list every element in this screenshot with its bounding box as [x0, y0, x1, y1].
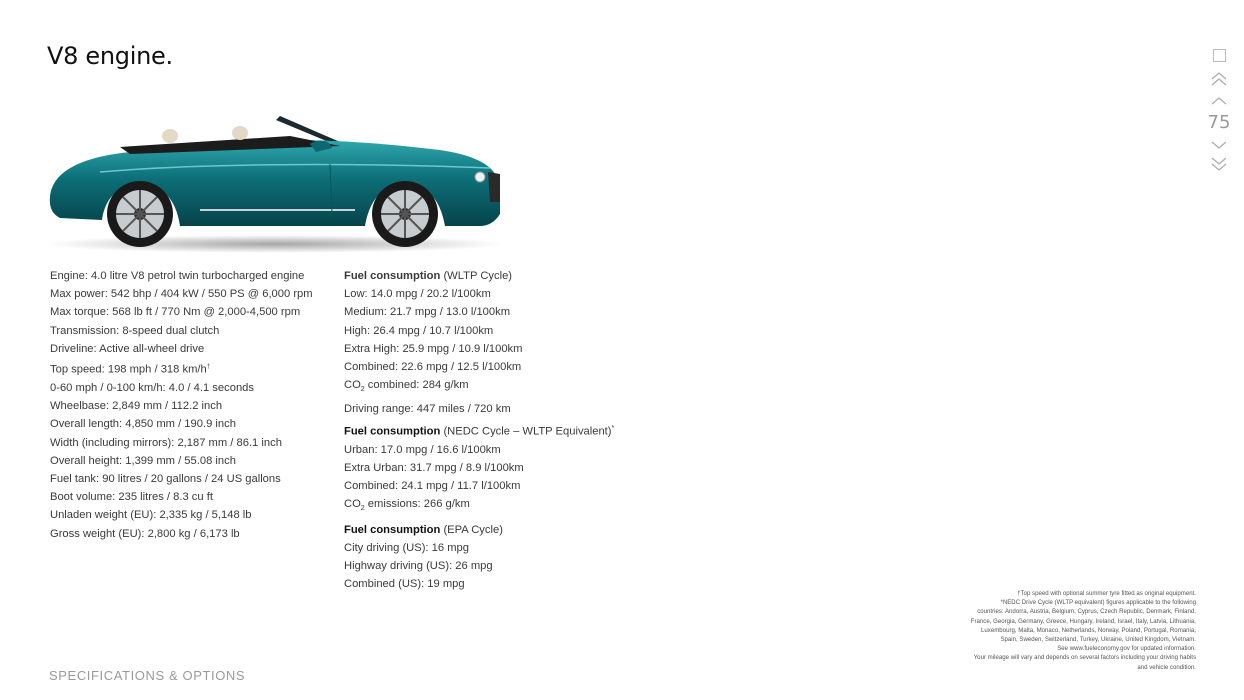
nedc-extra-urban: Extra Urban: 31.7 mpg / 8.9 l/100km: [344, 462, 524, 474]
wltp-co2-value: combined: 284 g/km: [364, 379, 469, 392]
footnote-line: Spain, Sweden, Switzerland, Turkey, Ukraine, United Kingdom, Vietnam.: [1000, 636, 1196, 644]
double-chevron-up-icon[interactable]: [1210, 72, 1228, 86]
epa-cycle: (EPA Cycle): [443, 523, 503, 536]
spec-wheelbase: Wheelbase: 2,849 mm / 112.2 inch: [50, 400, 223, 413]
spec-driveline: Driveline: Active all-wheel drive: [50, 342, 205, 355]
page-number: 75: [1207, 112, 1231, 133]
epa-combined: Combined (US): 19 mpg: [344, 578, 465, 591]
spec-width: Width (including mirrors): 2,187 mm / 86.1 inch: [50, 436, 282, 449]
spec-top-speed-text: Top speed: 198 mph / 318 km/h: [50, 363, 207, 376]
fuel-specs: [344, 267, 644, 594]
nedc-co2-prefix: CO: [344, 498, 361, 511]
footnotes: [906, 589, 1196, 672]
epa-heading: [344, 521, 644, 539]
spec-top-speed: [50, 358, 340, 379]
footnote-line: Luxembourg, Malta, Monaco, Netherlands, Norway, Poland, Portugal, Romania,: [981, 626, 1196, 634]
section-footer: SPECIFICATIONS & OPTIONS: [49, 668, 246, 683]
car-image: [40, 102, 510, 262]
top-speed-footnote-mark: †: [206, 364, 211, 371]
spec-height: Overall height: 1,399 mm / 55.08 inch: [50, 454, 236, 467]
wltp-co2-sub: 2: [360, 386, 365, 394]
wltp-low: Low: 14.0 mpg / 20.2 l/100km: [344, 288, 491, 301]
footnote-line: countries: Andorra, Austria, Belgium, Cyprus, Czech Republic, Denmark, Finland,: [977, 608, 1196, 616]
epa-highway: Highway driving (US): 26 mpg: [344, 560, 493, 573]
spec-boot-volume: Boot volume: 235 litres / 8.3 cu ft: [50, 491, 213, 504]
footnote-line: *NEDC Drive Cycle (WLTP equivalent) figures applicable to the following: [1000, 599, 1196, 607]
wltp-range: Driving range: 447 miles / 720 km: [344, 402, 511, 415]
nedc-urban: Urban: 17.0 mpg / 16.6 l/100km: [344, 443, 501, 456]
chevron-up-icon[interactable]: [1210, 94, 1228, 108]
epa-heading-label: Fuel consumption: [344, 523, 441, 536]
wltp-extra-high: Extra High: 25.9 mpg / 10.9 l/100km: [344, 342, 523, 355]
wltp-heading-label: Fuel consumption: [344, 270, 441, 282]
nedc-co2-value: emissions: 266 g/km: [364, 498, 470, 511]
nedc-co2: [344, 495, 644, 518]
wltp-combined: Combined: 22.6 mpg / 12.5 l/100km: [344, 361, 522, 374]
wltp-high: High: 26.4 mpg / 10.7 l/100km: [344, 324, 494, 337]
spec-fuel-tank: Fuel tank: 90 litres / 20 gallons / 24 US gallons: [50, 472, 281, 485]
footnote-line: and vehicle condition.: [1137, 663, 1196, 671]
spec-transmission: Transmission: 8-speed dual clutch: [50, 324, 220, 337]
page-title: V8 engine.: [47, 42, 173, 70]
wltp-medium: Medium: 21.7 mpg / 13.0 l/100km: [344, 306, 511, 319]
double-chevron-down-icon[interactable]: [1210, 157, 1228, 171]
spec-gross-weight: Gross weight (EU): 2,800 kg / 6,173 lb: [50, 527, 240, 540]
square-icon[interactable]: [1213, 49, 1226, 62]
wltp-co2: [344, 376, 644, 399]
nedc-heading-label: Fuel consumption: [344, 425, 441, 438]
nedc-combined: Combined: 24.1 mpg / 11.7 l/100km: [344, 480, 521, 493]
footnote-line: France, Georgia, Germany, Greece, Hungary, Ireland, Israel, Italy, Latvia, Lithuania,: [970, 617, 1196, 625]
wltp-cycle: (WLTP Cycle): [443, 270, 513, 282]
footnote-line: Your mileage will vary and depends on several factors including your driving habits: [973, 654, 1196, 662]
footnote-line: See www.fueleconomy.gov for updated information.: [1057, 645, 1196, 653]
nedc-footnote-mark: *: [611, 424, 615, 432]
footnote-line: †Top speed with optional summer tyre fitted as original equipment.: [1017, 590, 1196, 597]
spec-max-power: Max power: 542 bhp / 404 kW / 550 PS @ 6,000 rpm: [50, 288, 313, 301]
nedc-co2-sub: 2: [360, 505, 365, 513]
spec-engine: Engine: 4.0 litre V8 petrol twin turbocharged engine: [50, 270, 305, 282]
chevron-down-icon[interactable]: [1210, 138, 1228, 152]
spec-length: Overall length: 4,850 mm / 190.9 inch: [50, 418, 236, 431]
spec-max-torque: Max torque: 568 lb ft / 770 Nm @ 2,000-4,500 rpm: [50, 306, 301, 319]
spec-unladen-weight: Unladen weight (EU): 2,335 kg / 5,148 lb: [50, 509, 252, 522]
nedc-heading: [344, 420, 644, 441]
nedc-cycle: (NEDC Cycle – WLTP Equivalent): [443, 425, 612, 438]
wltp-heading: [344, 267, 644, 285]
spec-acceleration: 0-60 mph / 0-100 km/h: 4.0 / 4.1 seconds: [50, 381, 254, 394]
wltp-co2-prefix: CO: [344, 379, 361, 392]
engine-specs: [50, 267, 340, 543]
epa-city: City driving (US): 16 mpg: [344, 542, 469, 555]
